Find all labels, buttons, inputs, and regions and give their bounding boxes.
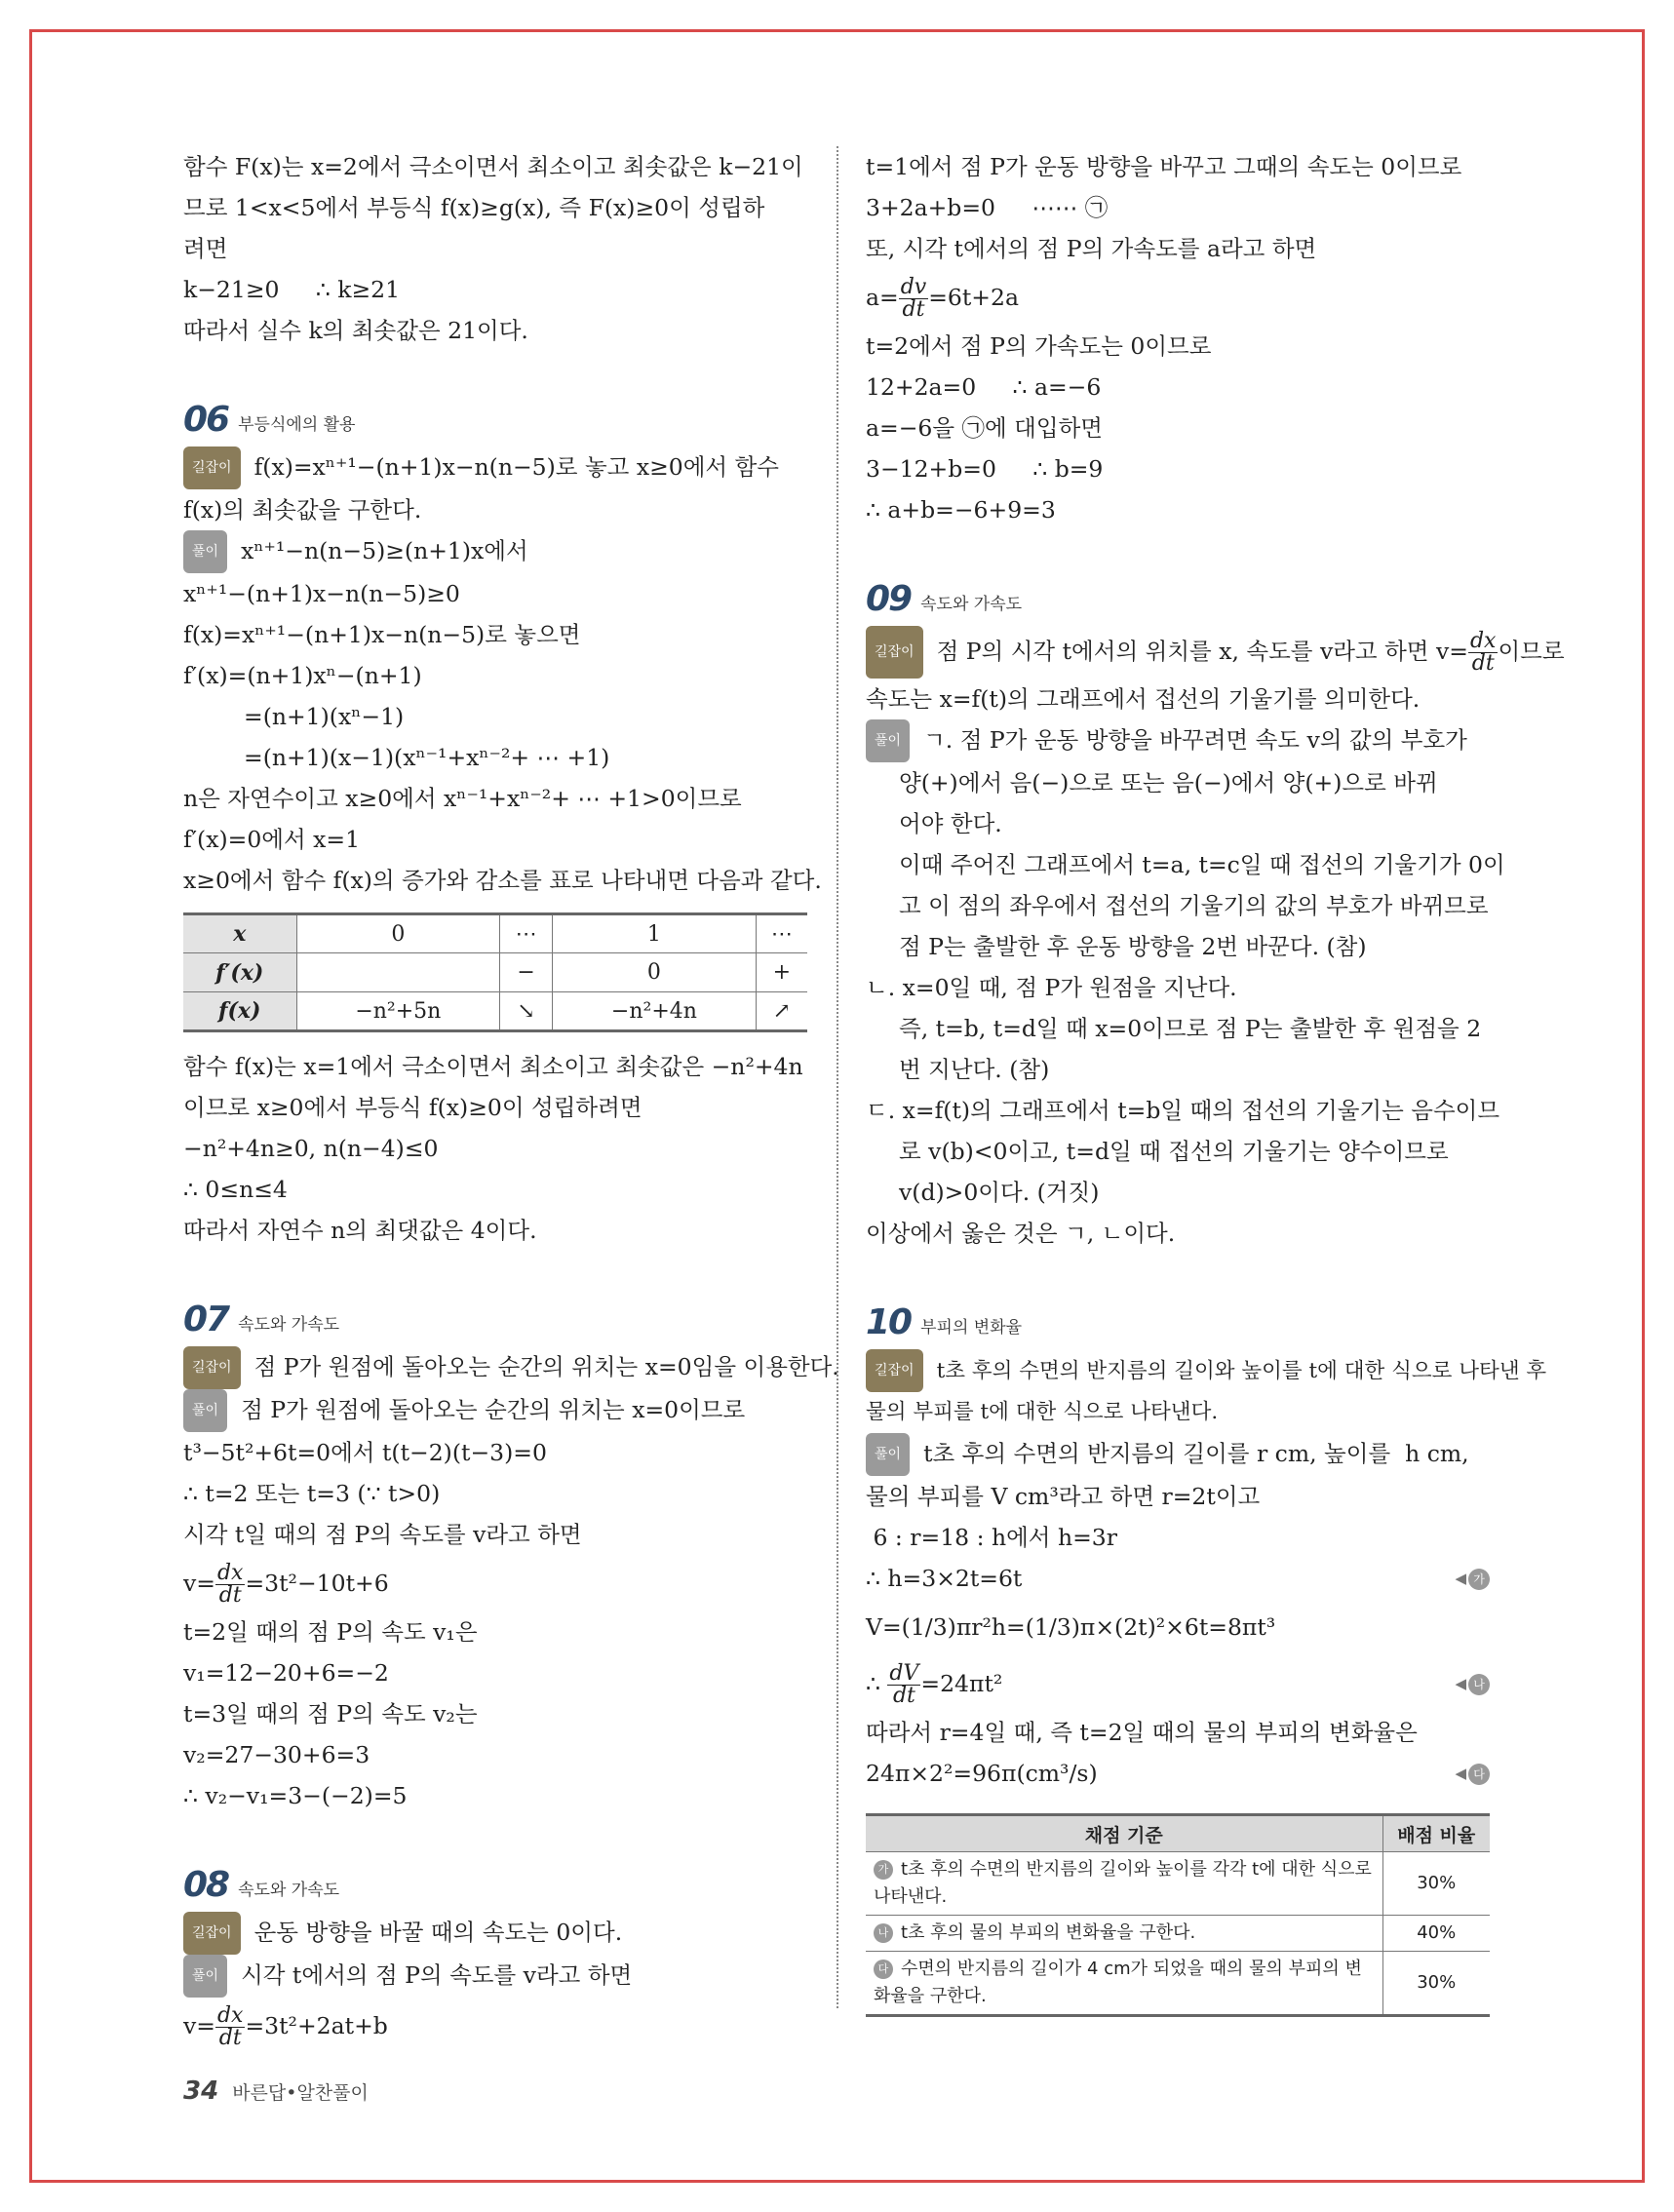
solution-line: xⁿ⁺¹−(n+1)x−n(n−5)≥0 bbox=[183, 580, 460, 607]
hint-text: 운동 방향을 바꿀 때의 속도는 0이다. bbox=[253, 1919, 623, 1946]
table-cell: ⋯ bbox=[756, 914, 807, 953]
solution-line: =(n+1)(xⁿ−1) bbox=[244, 703, 405, 730]
section-10-header bbox=[866, 1295, 1490, 1349]
table-cell: 40% bbox=[1382, 1916, 1490, 1952]
section-title: 속도와 가속도 bbox=[238, 1880, 340, 1900]
solution-badge: 풀이 bbox=[183, 1389, 227, 1432]
table-cell: 0 bbox=[296, 914, 500, 953]
section-09-header bbox=[866, 571, 1490, 626]
text-line: 므로 1<x<5에서 부등식 f(x)≥g(x), 즉 F(x)≥0이 성립하 bbox=[183, 194, 765, 221]
solution-line: 3+2a+b=0 ⋯⋯ ㉠ bbox=[866, 194, 1109, 221]
table-cell: 30% bbox=[1382, 1952, 1490, 2016]
solution-text: 시각 t에서의 점 P의 속도를 v라고 하면 bbox=[241, 1961, 633, 1989]
table-cell: ↘ bbox=[500, 992, 553, 1031]
solution-line: t=1에서 점 P가 운동 방향을 바꾸고 그때의 속도는 0이므로 bbox=[866, 153, 1462, 180]
solution-line: n은 자연수이고 x≥0에서 xⁿ⁻¹+xⁿ⁻²+ ⋯ +1>0이므로 bbox=[183, 785, 742, 812]
solution-line: 이상에서 옳은 것은 ㄱ, ㄴ이다. bbox=[866, 1220, 1176, 1247]
table-row bbox=[866, 1916, 1490, 1952]
hint-badge: 길잡이 bbox=[183, 1912, 241, 1955]
section-number: 09 bbox=[866, 578, 912, 619]
solution-line: 어야 한다. bbox=[899, 810, 1002, 837]
table-cell: ⋯ bbox=[500, 914, 553, 953]
table-cell: 다 수면의 반지름의 길이가 4 cm가 되었을 때의 물의 부피의 변화율을 구한다. bbox=[866, 1952, 1382, 2016]
solution-text: ㄱ. 점 P가 운동 방향을 바꾸려면 속도 v의 값의 부호가 bbox=[923, 726, 1467, 754]
table-row bbox=[866, 1852, 1490, 1916]
solution-line: ∴ v₂−v₁=3−(−2)=5 bbox=[183, 1782, 408, 1809]
hint-text: 점 P가 원점에 돌아오는 순간의 위치는 x=0임을 이용한다. bbox=[253, 1353, 839, 1380]
solution-line: x≥0에서 함수 f(x)의 증가와 감소를 표로 나타내면 다음과 같다. bbox=[183, 867, 822, 894]
hint-text: 점 P의 시각 t에서의 위치를 x, 속도를 v라고 하면 v= bbox=[936, 638, 1468, 665]
hint-text: 물의 부피를 t에 대한 식으로 나타낸다. bbox=[866, 1400, 1219, 1424]
solution-line: t=2에서 점 P의 가속도는 0이므로 bbox=[866, 332, 1212, 360]
section-title: 부피의 변화율 bbox=[920, 1317, 1023, 1338]
table-row bbox=[183, 914, 807, 953]
solution-line: 따라서 r=4일 때, 즉 t=2일 때의 물의 부피의 변화율은 bbox=[866, 1719, 1418, 1746]
text-line: 따라서 실수 k의 최솟값은 21이다. bbox=[183, 317, 528, 344]
solution-line: 양(+)에서 음(−)으로 또는 음(−)에서 양(+)으로 바뀌 bbox=[899, 769, 1438, 796]
section-title: 속도와 가속도 bbox=[920, 594, 1023, 614]
solution-text: 점 P가 원점에 돌아오는 순간의 위치는 x=0이므로 bbox=[241, 1396, 746, 1423]
solution-line: 12+2a=0 ∴ a=−6 bbox=[866, 373, 1102, 401]
solution-line: 점 P는 출발한 후 운동 방향을 2번 바꾼다. (참) bbox=[899, 933, 1367, 960]
text-line: 려면 bbox=[183, 235, 228, 262]
solution-badge: 풀이 bbox=[866, 719, 910, 762]
hint-badge: 길잡이 bbox=[183, 446, 241, 489]
rate-equation: ∴ $\frac{dV}{dt}$ =24πt² ◀ 나 bbox=[866, 1655, 1490, 1712]
grading-criteria-table bbox=[866, 1813, 1490, 2017]
solution-line: 로 v(b)<0이고, t=d일 때 접선의 기울기는 양수이므로 bbox=[899, 1138, 1449, 1165]
derivative-fraction: $\frac{dx}{dt}$ bbox=[1469, 629, 1497, 676]
page-number: 34 bbox=[183, 2076, 219, 2106]
hint-badge: 길잡이 bbox=[866, 1349, 923, 1392]
solution-line: =(n+1)(x−1)(xⁿ⁻¹+xⁿ⁻²+ ⋯ +1) bbox=[244, 744, 610, 771]
section-number: 07 bbox=[183, 1299, 229, 1339]
solution-line: t=2일 때의 점 P의 속도 v₁은 bbox=[183, 1618, 478, 1646]
solution-line: f′(x)=0에서 x=1 bbox=[183, 826, 361, 853]
section-number: 06 bbox=[183, 399, 229, 440]
right-column bbox=[866, 146, 1565, 2017]
solution-line: 즉, t=b, t=d일 때 x=0이므로 점 P는 출발한 후 원점을 2 bbox=[899, 1015, 1482, 1042]
increase-decrease-table bbox=[183, 912, 807, 1032]
left-column bbox=[183, 146, 839, 2054]
solution-line: v₁=12−20+6=−2 bbox=[183, 1659, 389, 1687]
velocity-equation: v= $\frac{dx}{dt}$ =3t²−10t+6 bbox=[183, 1561, 389, 1608]
section-06-header bbox=[183, 392, 807, 446]
solution-line: ∴ a+b=−6+9=3 bbox=[866, 496, 1056, 524]
solution-line: v₂=27−30+6=3 bbox=[183, 1741, 370, 1768]
solution-line: 이때 주어진 그래프에서 t=a, t=c일 때 접선의 기울기가 0이 bbox=[899, 851, 1505, 878]
section-title: 부등식에의 활용 bbox=[238, 414, 356, 435]
derivative-fraction: $\frac{dv}{dt}$ bbox=[900, 275, 927, 322]
volume-equation: V=(1/3)πr²h=(1/3)π×(2t)²×6t=8πt³ bbox=[866, 1613, 1276, 1641]
solution-line: f′(x)=(n+1)xⁿ−(n+1) bbox=[183, 662, 422, 689]
hint-text: f(x)=xⁿ⁺¹−(n+1)x−n(n−5)로 놓고 x≥0에서 함수 bbox=[253, 453, 780, 481]
table-header: 채점 기준 bbox=[866, 1815, 1382, 1852]
solution-line: 고 이 점의 좌우에서 접선의 기울기의 값의 부호가 바뀌므로 bbox=[899, 892, 1489, 919]
solution-line: ∴ t=2 또는 t=3 (∵ t>0) bbox=[183, 1480, 441, 1507]
step-marker-icon: 다 bbox=[874, 1960, 893, 1979]
solution-line: 이므로 x≥0에서 부등식 f(x)≥0이 성립하려면 bbox=[183, 1094, 642, 1121]
derivative-fraction: $\frac{dx}{dt}$ bbox=[216, 2003, 244, 2050]
section-number: 08 bbox=[183, 1864, 229, 1905]
table-row bbox=[183, 953, 807, 992]
solution-line: ∴ h=3×2t=6t ◀ 가 bbox=[866, 1558, 1490, 1599]
solution-line: 또, 시각 t에서의 점 P의 가속도를 a라고 하면 bbox=[866, 235, 1317, 262]
hint-badge: 길잡이 bbox=[183, 1346, 241, 1389]
step-marker-icon: 가 bbox=[874, 1860, 893, 1880]
column-divider bbox=[837, 146, 838, 2008]
table-cell: 30% bbox=[1382, 1852, 1490, 1916]
solution-line: t=3일 때의 점 P의 속도 v₂는 bbox=[183, 1700, 478, 1727]
hint-text: 이므로 bbox=[1498, 638, 1565, 665]
section-08-header bbox=[183, 1857, 807, 1912]
step-marker-icon: ◀ 가 bbox=[1455, 1558, 1490, 1599]
solution-line: 시각 t일 때의 점 P의 속도를 v라고 하면 bbox=[183, 1521, 582, 1548]
section-07-header bbox=[183, 1292, 807, 1346]
derivative-fraction: $\frac{dV}{dt}$ bbox=[889, 1661, 919, 1708]
solution-line: a=−6을 ㉠에 대입하면 bbox=[866, 414, 1103, 442]
table-cell: x bbox=[183, 914, 296, 953]
step-marker-icon: ◀ 나 bbox=[1455, 1655, 1490, 1712]
table-row bbox=[866, 1952, 1490, 2016]
solution-line: t³−5t²+6t=0에서 t(t−2)(t−3)=0 bbox=[183, 1439, 547, 1466]
solution-line: 24π×2²=96π(cm³/s) ◀ 다 bbox=[866, 1753, 1490, 1794]
page-footer bbox=[183, 2076, 369, 2106]
solution-line: 번 지난다. (참) bbox=[899, 1056, 1050, 1083]
table-header-row bbox=[866, 1815, 1490, 1852]
table-cell: + bbox=[756, 953, 807, 992]
solution-line: f(x)=xⁿ⁺¹−(n+1)x−n(n−5)로 놓으면 bbox=[183, 621, 581, 648]
solution-line: 물의 부피를 V cm³라고 하면 r=2t이고 bbox=[866, 1483, 1261, 1510]
hint-text: f(x)의 최솟값을 구한다. bbox=[183, 496, 422, 524]
derivative-fraction: $\frac{dx}{dt}$ bbox=[216, 1561, 244, 1608]
table-cell bbox=[296, 953, 500, 992]
solution-line: 6 : r=18 : h에서 h=3r bbox=[866, 1524, 1117, 1551]
hint-badge: 길잡이 bbox=[866, 626, 923, 679]
step-marker-icon: ◀ 다 bbox=[1455, 1753, 1490, 1794]
solution-line: −n²+4n≥0, n(n−4)≤0 bbox=[183, 1135, 439, 1162]
book-title: 바른답•알찬풀이 bbox=[232, 2082, 369, 2104]
solution-badge: 풀이 bbox=[183, 530, 227, 573]
acceleration-equation: a= $\frac{dv}{dt}$ =6t+2a bbox=[866, 275, 1019, 322]
table-cell: −n²+4n bbox=[553, 992, 757, 1031]
solution-line: v(d)>0이다. (거짓) bbox=[899, 1179, 1100, 1206]
hint-text: 속도는 x=f(t)의 그래프에서 접선의 기울기를 의미한다. bbox=[866, 685, 1421, 713]
solution-text: t초 후의 수면의 반지름의 길이를 r cm, 높이를 h cm, bbox=[923, 1440, 1469, 1467]
solution-text: xⁿ⁺¹−n(n−5)≥(n+1)x에서 bbox=[241, 537, 528, 564]
solution-line: 함수 f(x)는 x=1에서 극소이면서 최소이고 최솟값은 −n²+4n bbox=[183, 1053, 803, 1080]
table-cell: 나 t초 후의 물의 부피의 변화율을 구한다. bbox=[866, 1916, 1382, 1952]
text-line: 함수 F(x)는 x=2에서 극소이면서 최소이고 최솟값은 k−21이 bbox=[183, 153, 803, 180]
table-cell: 1 bbox=[553, 914, 757, 953]
solution-line: 3−12+b=0 ∴ b=9 bbox=[866, 455, 1104, 483]
solution-line: ㄴ. x=0일 때, 점 P가 원점을 지난다. bbox=[866, 974, 1237, 1001]
table-row bbox=[183, 992, 807, 1031]
solution-badge: 풀이 bbox=[183, 1955, 227, 1998]
table-cell: 0 bbox=[553, 953, 757, 992]
table-cell: f(x) bbox=[183, 992, 296, 1031]
table-cell: −n²+5n bbox=[296, 992, 500, 1031]
table-header: 배점 비율 bbox=[1382, 1815, 1490, 1852]
solution-line: 따라서 자연수 n의 최댓값은 4이다. bbox=[183, 1217, 537, 1244]
table-cell: f′(x) bbox=[183, 953, 296, 992]
table-cell: 가 t초 후의 수면의 반지름의 길이와 높이를 각각 t에 대한 식으로 나타낸다. bbox=[866, 1852, 1382, 1916]
table-cell: − bbox=[500, 953, 553, 992]
table-cell: ↗ bbox=[756, 992, 807, 1031]
solution-badge: 풀이 bbox=[866, 1433, 910, 1476]
step-marker-icon: 나 bbox=[874, 1923, 893, 1943]
solution-line: ∴ 0≤n≤4 bbox=[183, 1176, 288, 1203]
hint-text: t초 후의 수면의 반지름의 길이와 높이를 t에 대한 식으로 나타낸 후 bbox=[936, 1359, 1547, 1383]
velocity-equation: v= $\frac{dx}{dt}$ =3t²+2at+b bbox=[183, 2003, 388, 2050]
section-title: 속도와 가속도 bbox=[238, 1314, 340, 1335]
section-number: 10 bbox=[866, 1301, 912, 1342]
text-line: k−21≥0 ∴ k≥21 bbox=[183, 276, 401, 303]
solution-line: ㄷ. x=f(t)의 그래프에서 t=b일 때의 접선의 기울기는 음수이므 bbox=[866, 1097, 1500, 1124]
